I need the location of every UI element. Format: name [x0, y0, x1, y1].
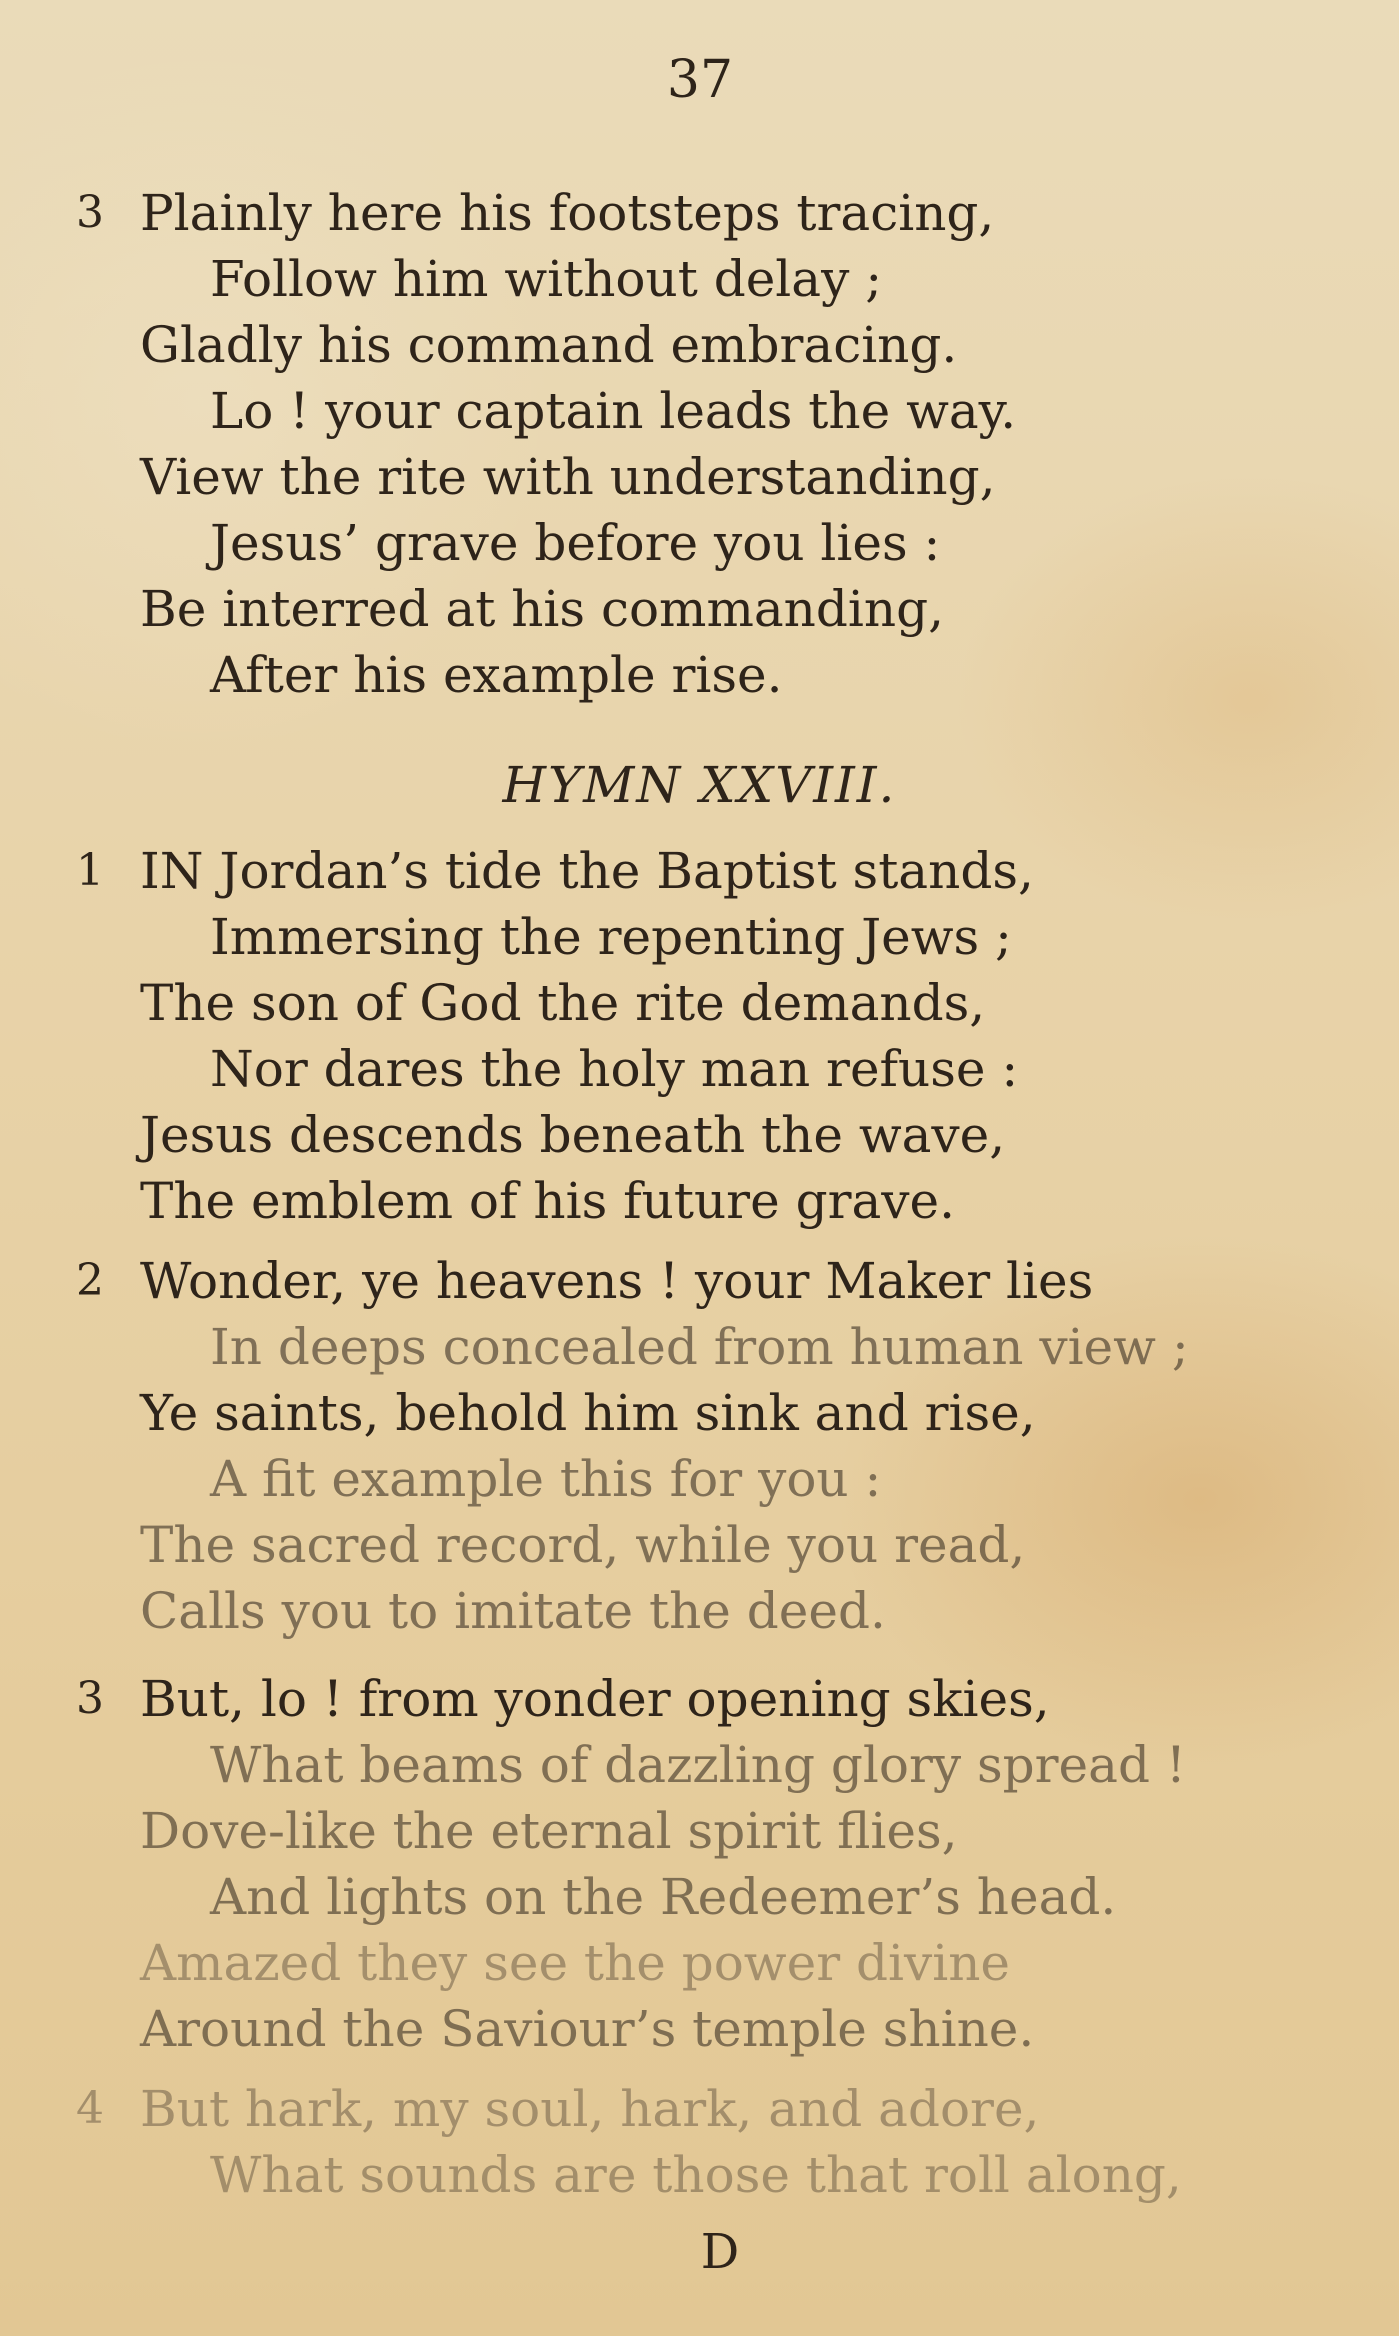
verse-line: Jesus descends beneath the wave,	[140, 1106, 1006, 1164]
verse-line: What beams of dazzling glory spread !	[210, 1736, 1186, 1794]
verse-line: A fit example this for you :	[210, 1450, 882, 1508]
stanza-number: 4	[76, 2083, 104, 2134]
verse-line: And lights on the Redeemer’s head.	[210, 1868, 1117, 1926]
hymn-title: HYMN XXVIII.	[502, 756, 897, 814]
stanza-number: 3	[76, 1673, 104, 1724]
verse-line: But hark, my soul, hark, and adore,	[140, 2080, 1040, 2138]
verse-line: Gladly his command embracing.	[140, 316, 958, 374]
verse-line: Plainly here his footsteps tracing,	[140, 184, 995, 242]
verse-line: The sacred record, while you read,	[140, 1516, 1026, 1574]
verse-line: Amazed they see the power divine	[140, 1934, 1011, 1992]
verse-line: Around the Saviour’s temple shine.	[140, 2000, 1035, 2058]
verse-line: After his example rise.	[210, 646, 783, 704]
verse-line: Immersing the repenting Jews ;	[210, 908, 1012, 966]
verse-line: Jesus’ grave before you lies :	[210, 514, 941, 572]
verse-line: IN Jordan’s tide the Baptist stands,	[140, 842, 1034, 900]
verse-line: View the rite with understanding,	[140, 448, 996, 506]
verse-line: Be interred at his commanding,	[140, 580, 944, 638]
stanza-number: 3	[76, 187, 104, 238]
verse-line: Calls you to imitate the deed.	[140, 1582, 886, 1640]
signature-mark: D	[700, 2224, 740, 2280]
verse-line: What sounds are those that roll along,	[210, 2146, 1182, 2204]
verse-line: But, lo ! from yonder opening skies,	[140, 1670, 1050, 1728]
verse-line: The son of God the rite demands,	[140, 974, 986, 1032]
verse-line: The emblem of his future grave.	[140, 1172, 956, 1230]
verse-line: Wonder, ye heavens ! your Maker lies	[140, 1252, 1094, 1310]
verse-line: Follow him without delay ;	[210, 250, 883, 308]
verse-line: Ye saints, behold him sink and rise,	[140, 1384, 1036, 1442]
verse-line: Dove-like the eternal spirit flies,	[140, 1802, 958, 1860]
verse-line: Lo ! your captain leads the way.	[210, 382, 1017, 440]
stanza-number: 2	[76, 1255, 104, 1306]
verse-line: In deeps concealed from human view ;	[210, 1318, 1189, 1376]
page-number: 37	[666, 50, 734, 110]
stanza-number: 1	[76, 845, 104, 896]
verse-line: Nor dares the holy man refuse :	[210, 1040, 1019, 1098]
